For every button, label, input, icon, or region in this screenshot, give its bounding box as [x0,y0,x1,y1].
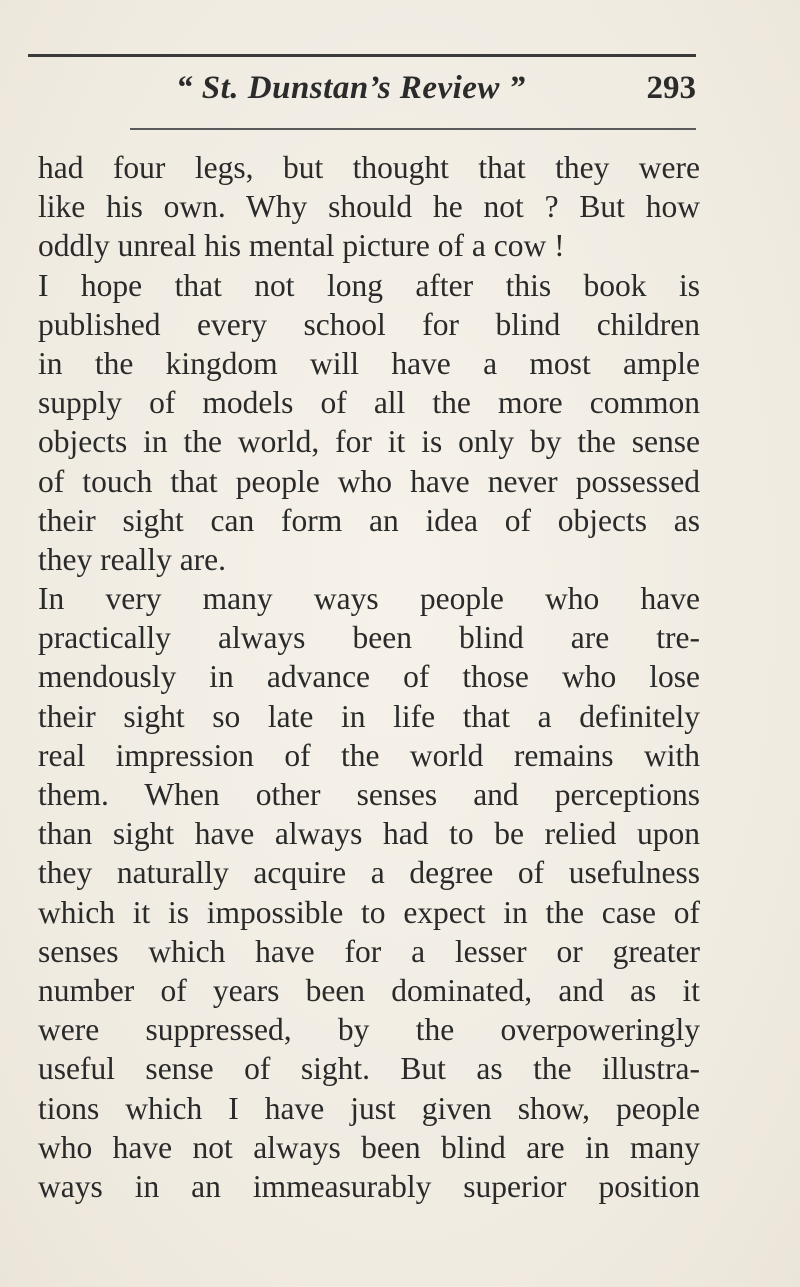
page-number: 293 [646,70,696,106]
text-line: mendously in advance of those who lose [38,659,700,695]
text-line: them. When other senses and perceptions [38,777,700,812]
top-rule [28,54,696,57]
text-line: practically always been blind are tre- [38,620,700,656]
text-line: real impression of the world remains with [38,737,700,773]
running-title: “ St. Dunstan’s Review ” [176,70,526,106]
text-line: supply of models of all the more common [38,385,700,421]
text-line: in the kingdom will have a most ample [38,345,700,381]
header-rule [130,128,696,130]
running-header [28,70,696,120]
text-line: I hope that not long after this book is [38,267,700,303]
text-line: like his own. Why should he not ? But how [38,189,700,225]
text-line: of touch that people who have never possessed [38,463,700,499]
text-line: they naturally acquire a degree of usefulness [38,855,700,891]
text-line: which it is impossible to expect in the case of [38,894,700,930]
text-line: their sight can form an idea of objects as [38,502,700,538]
text-line: their sight so late in life that a definitely [38,698,700,734]
text-line: objects in the world, for it is only by the sense [38,424,700,460]
text-line: In very many ways people who have [38,581,700,617]
text-line: oddly unreal his mental picture of a cow ! [38,228,565,264]
text-line: senses which have for a lesser or greater [38,933,700,969]
text-line: number of years been dominated, and as it [38,972,700,1008]
text-line: published every school for blind children [38,306,700,342]
text-line: than sight have always had to be relied upon [38,816,700,852]
text-line: had four legs, but thought that they were [38,150,700,185]
body-text [38,148,700,1206]
text-line: useful sense of sight. But as the illustra- [38,1051,700,1087]
text-line: ways in an immeasurably superior position [38,1168,700,1204]
text-line: who have not always been blind are in many [38,1129,700,1165]
text-line: were suppressed, by the overpoweringly [38,1012,700,1048]
text-line: tions which I have just given show, people [38,1090,700,1126]
text-line: they really are. [38,541,227,577]
